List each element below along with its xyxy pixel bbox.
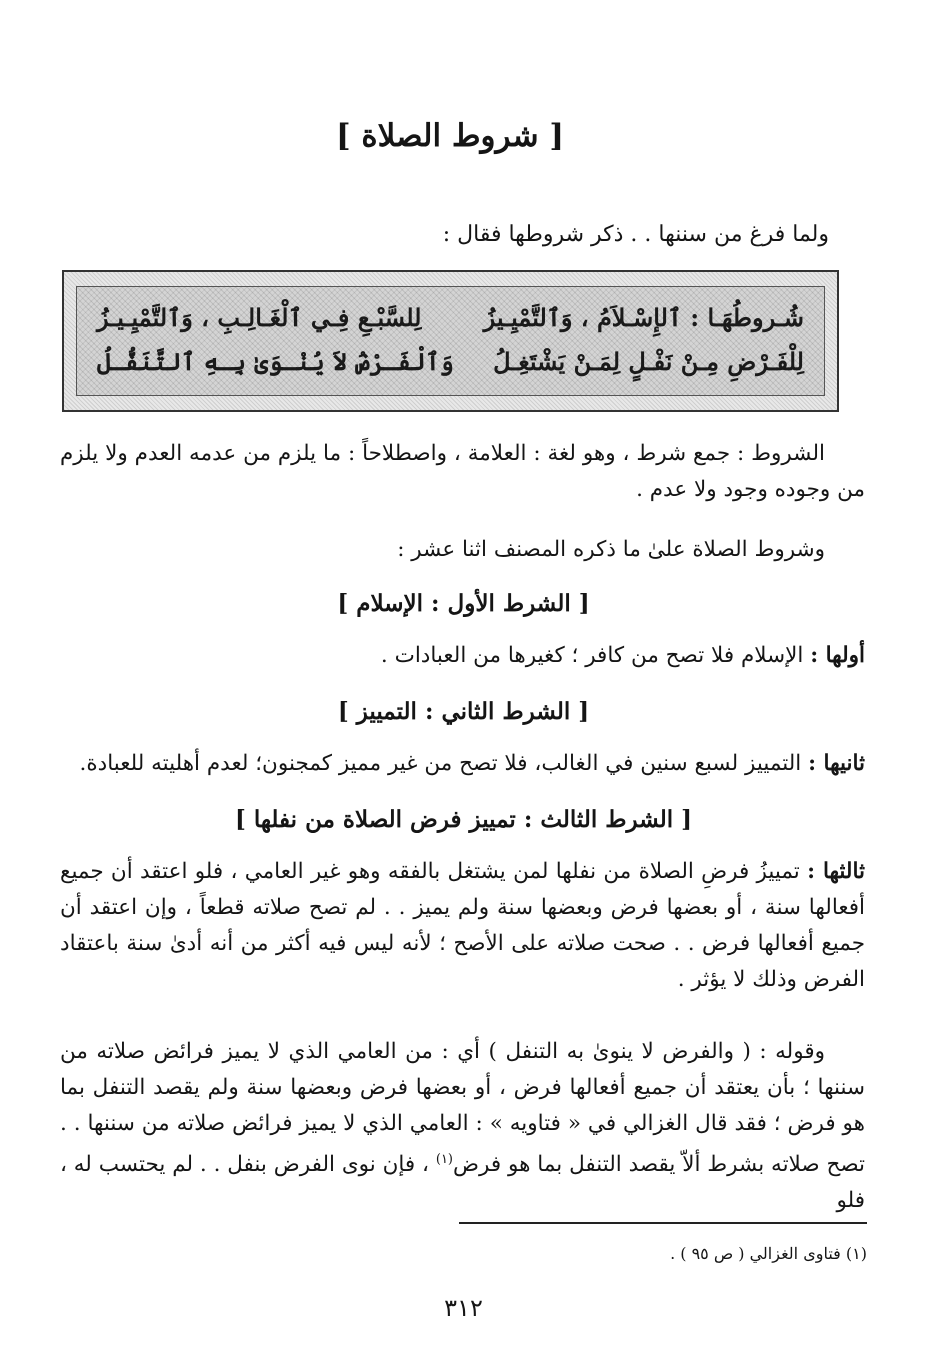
count-paragraph bbox=[60, 532, 865, 568]
condition-1-paragraph bbox=[60, 638, 865, 674]
verse-line-2 bbox=[97, 347, 804, 391]
verse-line-1-left: لِلسَّبْـعِ فِـي ٱلْغَـالِـبِ ، وَٱلتَّمْيِـيـزُ bbox=[97, 303, 422, 332]
condition-2-heading: [ الشرط الثاني : التمييز ] bbox=[337, 698, 590, 725]
footnote-text: فتاوى الغزالي ( ص ٩٥ ) . bbox=[670, 1244, 841, 1263]
chapter-title: [ شروط الصلاة ] bbox=[335, 118, 565, 154]
condition-3-heading: [ الشرط الثالث : تمييز فرض الصلاة من نفلها ] bbox=[234, 806, 693, 833]
verse-line-1 bbox=[97, 303, 804, 347]
footnote bbox=[367, 1244, 867, 1263]
intro-line: ولما فرغ من سننها . . ذكر شروطها فقال : bbox=[442, 222, 829, 247]
definition-paragraph bbox=[60, 436, 865, 508]
verse-inner-frame bbox=[76, 286, 825, 396]
verse-line-2-left: وَٱلْفَـرْضُ لاَ يُنْـوَىٰ بِـهِ ٱلتَّنَفُّـلُ bbox=[97, 347, 454, 376]
page-number: ٣١٢ bbox=[444, 1294, 483, 1322]
commentary-text-after: ، فإن نوى الفرض بنفل . . لم يحتسب له ، فلو bbox=[60, 1152, 865, 1214]
condition-1-heading: [ الشرط الأول : الإسلام ] bbox=[337, 590, 590, 617]
footnote-number: (١) bbox=[845, 1244, 867, 1263]
verse-line-2-right: لِلْفَـرْضِ مِـنْ نَفْـلٍ لِمَـنْ يَشْتَغِـلُ bbox=[493, 347, 804, 376]
condition-1-text: الإسلام فلا تصح من كافر ؛ كغيرها من العبادات . bbox=[380, 643, 804, 668]
verse-box bbox=[62, 270, 839, 412]
condition-3-paragraph bbox=[60, 854, 865, 998]
footnote-reference: (١) bbox=[435, 1152, 453, 1167]
condition-2-lead: ثانيها : bbox=[808, 751, 865, 776]
footnote-divider bbox=[459, 1222, 867, 1224]
commentary-paragraph bbox=[60, 1034, 865, 1219]
verse-line-1-right: شُـروطُهَـا : ٱلإِسْـلاَمُ ، وَٱلتَّمْيِـيزُ bbox=[483, 303, 804, 332]
definition-text: الشروط : جمع شرط ، وهو لغة : العلامة ، واصطلاحاً : ما يلزم من عدمه العدم ولا يلزم من وجوده وجود ولا عدم . bbox=[60, 441, 865, 502]
condition-2-text: التمييز لسبع سنين في الغالب، فلا تصح من غير مميز كمجنون؛ لعدم أهليته للعبادة. bbox=[79, 751, 802, 776]
count-text: وشروط الصلاة علىٰ ما ذكره المصنف اثنا عشر : bbox=[397, 537, 825, 562]
commentary-text-before: وقوله : ( والفرض لا ينوىٰ به التنفل ) أي : من العامي الذي لا يميز فرائض صلاته من سننها ؛ بأن يعتقد أن جميع أفعالها فرض ، أو بعضها فرض وبعضها سنة ولم يقصد التنفل بما هو فرض ؛ فقد قال الغزالي في « فتاويه » : العامي الذي لا يميز فرائض صلاته من سننها . . تصح صلاته بشرط ألاّ يقصد التنفل بما هو فرض bbox=[60, 1039, 865, 1178]
condition-3-lead: ثالثها : bbox=[807, 859, 865, 884]
condition-3-text: تمييزُ فرضِ الصلاة من نفلها لمن يشتغل بالفقه وهو غير العامي ، فلو اعتقد أن جميع أفعالها سنة ، أو بعضها فرض وبعضها سنة ولم يميز . . لم تصح صلاته قطعاً ، وإن اعتقد أن جميع أفعالها فرض . . صحت صلاته على الأصح ؛ لأنه ليس فيه أكثر من أنه أدىٰ سنة باعتقاد الفرض وذلك لا يؤثر . bbox=[60, 859, 865, 992]
condition-1-lead: أولها : bbox=[810, 643, 865, 668]
condition-2-paragraph bbox=[60, 746, 865, 782]
